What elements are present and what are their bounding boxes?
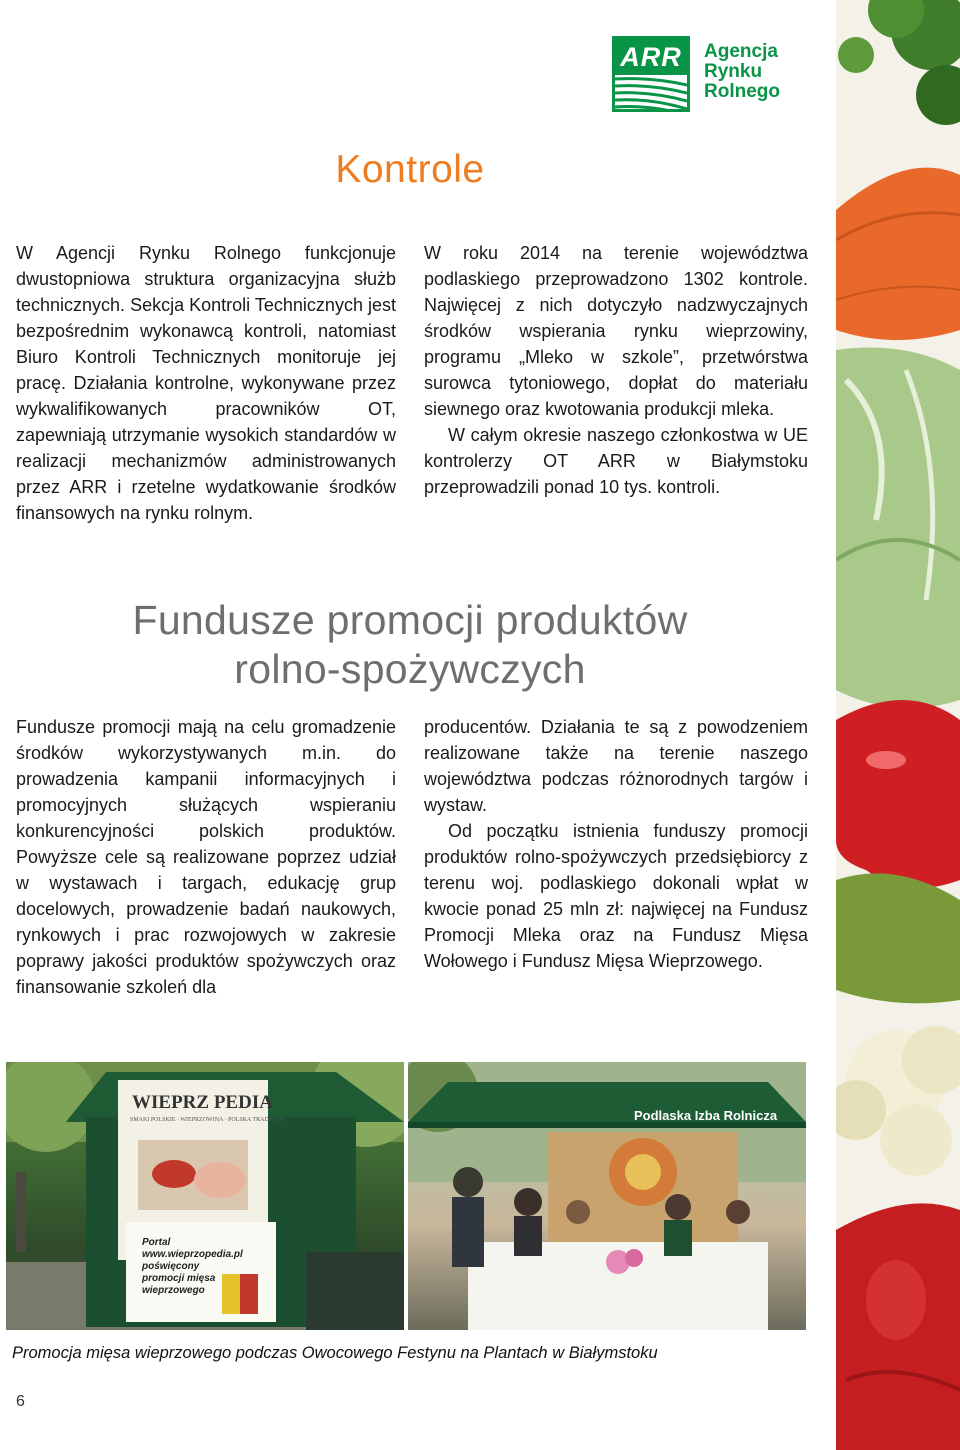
fundusze-heading [0, 596, 820, 694]
arr-logo-abbr: ARR [615, 39, 687, 75]
wieprzopedia-subtitle: SMAKI POLSKIE · WIEPRZOWINA · POLSKA TRADYCJA [130, 1117, 284, 1123]
poster-line-2: poświęcony [142, 1261, 200, 1272]
photo-wieprzopedia-stand [6, 1062, 404, 1330]
fundusze-heading-line-2: rolno-spożywczych [234, 646, 586, 692]
logo-line-1: Agencja [704, 41, 778, 62]
arr-logo [612, 36, 780, 112]
arr-logo-name [704, 42, 780, 102]
kontrole-paragraph-1: W Agencji Rynku Rolnego funkcjonuje dwustopniowa struktura organizacyjna służb technicznych. Sekcja Kontroli Technicznych jest bezpośrednim wykonawcą kontroli, natomiast Biuro Kontroli Technicznych monitoruje jej pracę. Działania kontrolne, wykonywane przez wykwalifikowanych pracowników OT, zapewniają utrzymanie wysokich standardów w realizacji mechanizmów administrowanych przez ARR i rzetelne wydatkowanie środków finansowych na rynku rolnym. [16, 243, 396, 523]
kontrole-column-right [424, 240, 808, 500]
market-stand-illustration [408, 1062, 806, 1330]
fundusze-paragraph-3: Od początku istnienia funduszy promocji produktów rolno-spożywczych przedsiębiorcy z terenu woj. podlaskiego dokonali wpłat w kwocie ponad 25 mln zł: najwięcej na Fundusz Promocji Mleka oraz na Fundusz Mięsa Wołowego i Fundusz Mięsa Wieprzowego. [424, 821, 808, 971]
vegetables-image-strip [836, 0, 960, 1450]
photo-caption: Promocja mięsa wieprzowego podczas Owocowego Festynu na Plantach w Białymstoku [12, 1344, 658, 1362]
photo-izba-rolnicza-stand [408, 1062, 806, 1330]
vegetables-illustration [836, 0, 960, 1450]
wieprzopedia-banner: WIEPRZ PEDIA [132, 1092, 273, 1113]
wieprzopedia-poster [142, 1237, 272, 1297]
fundusze-paragraph-2: producentów. Działania te są z powodzeniem realizowane także na terenie naszego województwa podczas różnorodnych targów i wystaw. [424, 717, 808, 815]
logo-line-3: Rolnego [704, 81, 780, 102]
fundusze-column-right [424, 714, 808, 974]
kontrole-paragraph-2: W roku 2014 na terenie województwa podlaskiego przeprowadzono 1302 kontrole. Najwięcej z nich dotyczyło nadzwyczajnych środków wspierania rynku wieprzowiny, programu „Mleko w szkole”, przetwórstwa surowca tytoniowego, dopłat do materiału siewnego oraz kwotowania produkcji mleka. [424, 243, 808, 419]
kontrole-column-left [16, 240, 396, 526]
poster-line-3: promocji mięsa wieprzowego [142, 1273, 216, 1296]
izba-rolnicza-banner: Podlaska Izba Rolnicza [634, 1108, 778, 1123]
field-lines-icon [615, 75, 687, 112]
fundusze-paragraph-1: Fundusze promocji mają na celu gromadzenie środków wykorzystywanych m.in. do prowadzenia kampanii informacyjnych i promocyjnych służących wspieraniu konkurencyjności polskich produktów. Powyższe cele są realizowane poprzez udział w wystawach i targach, edukację grup docelowych, prowadzenie badań naukowych, rynkowych i prac rozwojowych w zakresie poprawy jakości produktów spożywczych oraz finansowanie szkoleń dla [16, 717, 396, 997]
kontrole-heading: Kontrole [335, 148, 485, 191]
kontrole-paragraph-3: W całym okresie naszego członkostwa w UE kontrolerzy OT ARR w Białymstoku przeprowadzili ponad 10 tys. kontroli. [424, 425, 808, 497]
fundusze-heading-line-1: Fundusze promocji produktów [132, 597, 688, 643]
logo-line-2: Rynku [704, 61, 763, 82]
poster-line-1: Portal www.wieprzopedia.pl [142, 1237, 243, 1260]
arr-logo-mark [612, 36, 690, 112]
fundusze-column-left [16, 714, 396, 1000]
page-number: 6 [16, 1393, 25, 1410]
